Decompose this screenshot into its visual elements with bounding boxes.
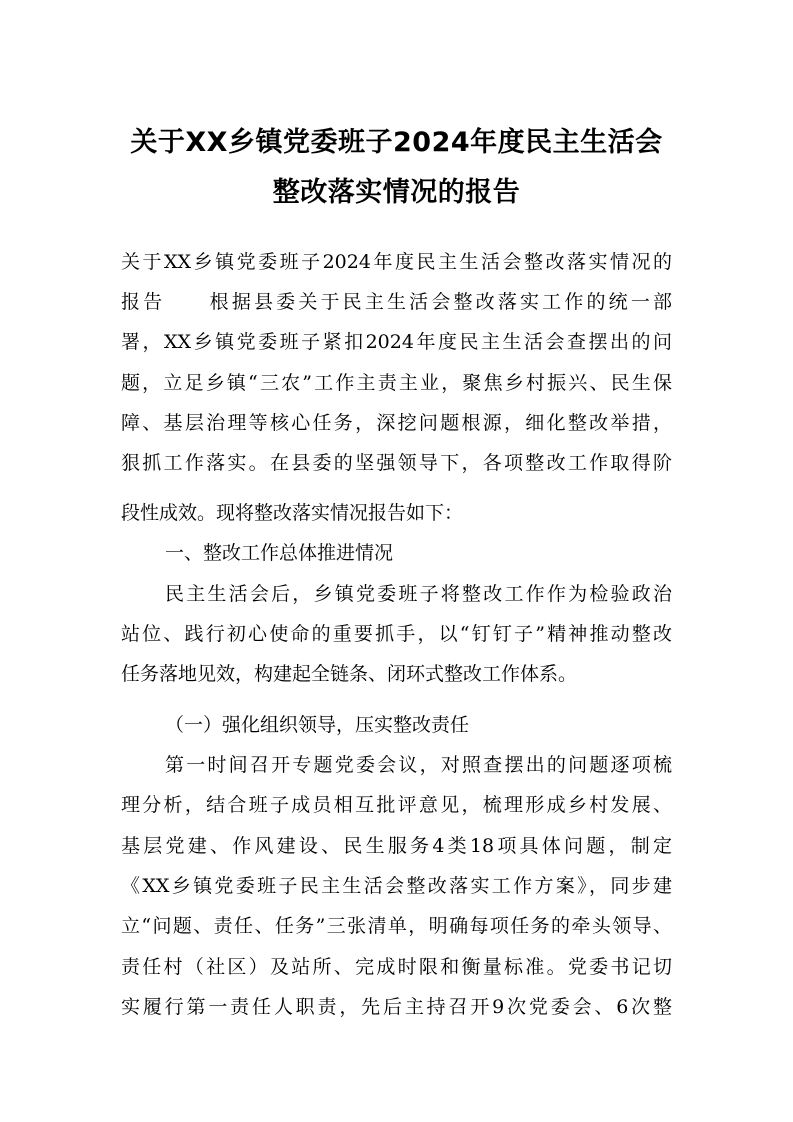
paragraph-line: 理分析，结合班子成员相互批评意见，梳理形成乡村发展、 xyxy=(121,794,672,816)
paragraph-line: 段性成效。现将整改落实情况报告如下： xyxy=(121,502,464,524)
paragraph-line: 关于XX乡镇党委班子2024年度民主生活会整改落实情况的 xyxy=(121,251,672,273)
section-heading: 一、整改工作总体推进情况 xyxy=(165,542,394,564)
paragraph-line: 报告 根据县委关于民主生活会整改落实工作的统一部 xyxy=(121,291,672,313)
paragraph-line: 题，立足乡镇“三农”工作主责主业，聚焦乡村振兴、民生保 xyxy=(121,372,672,394)
document-title-line-1: 关于XX乡镇党委班子2024年度民主生活会 xyxy=(130,127,663,158)
paragraph-line: 民主生活会后，乡镇党委班子将整改工作作为检验政治 xyxy=(165,583,672,605)
paragraph-line: 狠抓工作落实。在县委的坚强领导下，各项整改工作取得阶 xyxy=(121,452,672,474)
paragraph-line: 立“问题、责任、任务”三张清单，明确每项任务的牵头领导、 xyxy=(121,915,672,937)
paragraph-line: 署，XX乡镇党委班子紧扣2024年度民主生活会查摆出的问 xyxy=(121,331,672,353)
paragraph-line: 任务落地见效，构建起全链条、闭环式整改工作体系。 xyxy=(121,663,578,685)
paragraph-line: 责任村（社区）及站所、完成时限和衡量标准。党委书记切 xyxy=(121,956,672,978)
subsection-heading: （一）强化组织领导，压实整改责任 xyxy=(165,714,470,736)
paragraph-line: 实履行第一责任人职责，先后主持召开9次党委会、6次整 xyxy=(121,996,672,1018)
document-title-line-2: 整改落实情况的报告 xyxy=(272,177,521,208)
paragraph-line: 站位、践行初心使命的重要抓手，以“钉钉子”精神推动整改 xyxy=(121,623,672,645)
paragraph-line: 《XX乡镇党委班子民主生活会整改落实工作方案》，同步建 xyxy=(121,875,672,897)
paragraph-line: 障、基层治理等核心任务，深挖问题根源，细化整改举措， xyxy=(121,412,672,434)
paragraph-line: 基层党建、作风建设、民生服务4类18项具体问题，制定 xyxy=(121,835,672,857)
paragraph-line: 第一时间召开专题党委会议，对照查摆出的问题逐项梳 xyxy=(165,754,672,776)
